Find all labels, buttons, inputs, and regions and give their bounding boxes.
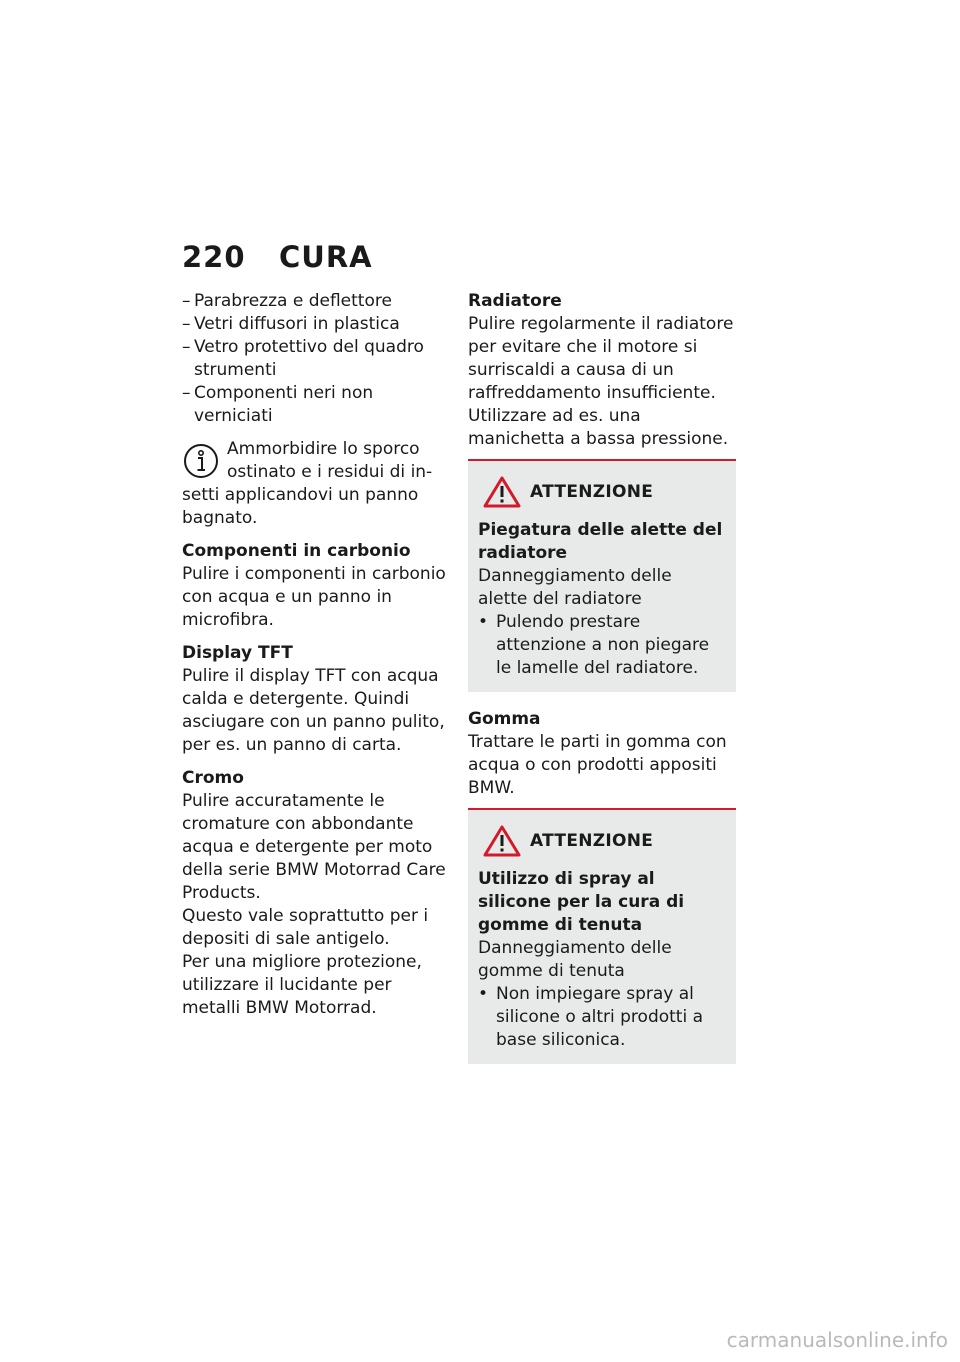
warning-label: ATTENZIONE [530, 481, 654, 502]
list-item: – Vetro protettivo del quadro strumenti [182, 336, 450, 382]
chrome-text-1: Pulire accuratamente le cromature con abbondante acqua e detergente per moto della serie BMW Motorrad Care Products. [182, 791, 446, 903]
warning-title: Utilizzo di spray al silicone per la cura di gomme di tenuta [478, 869, 685, 935]
page-number: 220 [182, 240, 246, 274]
tft-text: Pulire il display TFT con acqua calda e detergente. Quindi asciugare con un panno pulito, per es. un panno di carta. [182, 666, 445, 755]
warning-title: Piegatura delle alette del radiatore [478, 520, 723, 563]
radiator-text-1: Pulire regolarmente il radiatore per evitare che il motore si surriscaldi a causa di un raffreddamento insufficiente. [468, 314, 734, 403]
chrome-text-3: Per una migliore protezione, utilizzare il lucidante per metalli BMW Motorrad. [182, 952, 422, 1018]
carbon-heading: Componenti in carbonio [182, 541, 411, 561]
warning-header [482, 824, 726, 858]
right-column [468, 290, 736, 1080]
chrome-heading: Cromo [182, 768, 244, 788]
watermark[interactable]: carmanualsonline.info [726, 1328, 948, 1352]
warning-triangle-icon [482, 824, 522, 858]
radiator-text-2: Utilizzare ad es. una manichetta a bassa pressione. [468, 406, 729, 449]
surface-list [182, 290, 450, 428]
warning-desc: Danneggiamento delle gomme di tenuta [478, 938, 672, 981]
left-column [182, 290, 450, 1020]
list-item: – Parabrezza e deflettore [182, 290, 450, 313]
radiator-heading: Radiatore [468, 291, 562, 311]
warning-desc: Danneggiamento delle alette del radiatore [478, 566, 672, 609]
tft-heading: Display TFT [182, 643, 293, 663]
note-text-lead: Ammorbidire lo sporco ostinato e i residui di in- [227, 439, 433, 482]
rubber-text: Trattare le parti in gomma con acqua o con prodotti appositi BMW. [468, 732, 727, 798]
note-text-rest: setti applicandovi un panno bagnato. [182, 485, 419, 528]
list-item: – Vetri diffusori in plastica [182, 313, 450, 336]
info-note [182, 438, 450, 530]
info-icon [182, 442, 220, 480]
warning-box-rubber [468, 808, 736, 1064]
warning-bullet: • Pulendo prestare attenzione a non piegare le lamelle del radiatore. [478, 611, 726, 680]
warning-bullet: • Non impiegare spray al silicone o altri prodotti a base siliconica. [478, 983, 726, 1052]
warning-box-radiator [468, 459, 736, 692]
carbon-text: Pulire i componenti in carbonio con acqua e un panno in microfibra. [182, 564, 446, 630]
warning-triangle-icon [482, 475, 522, 509]
chrome-text-2: Questo vale soprattutto per i depositi di sale antigelo. [182, 906, 429, 949]
warning-header [482, 475, 726, 509]
rubber-heading: Gomma [468, 709, 541, 729]
list-item: – Componenti neri non verniciati [182, 382, 450, 428]
section-title: CURA [279, 240, 373, 274]
warning-label: ATTENZIONE [530, 830, 654, 851]
